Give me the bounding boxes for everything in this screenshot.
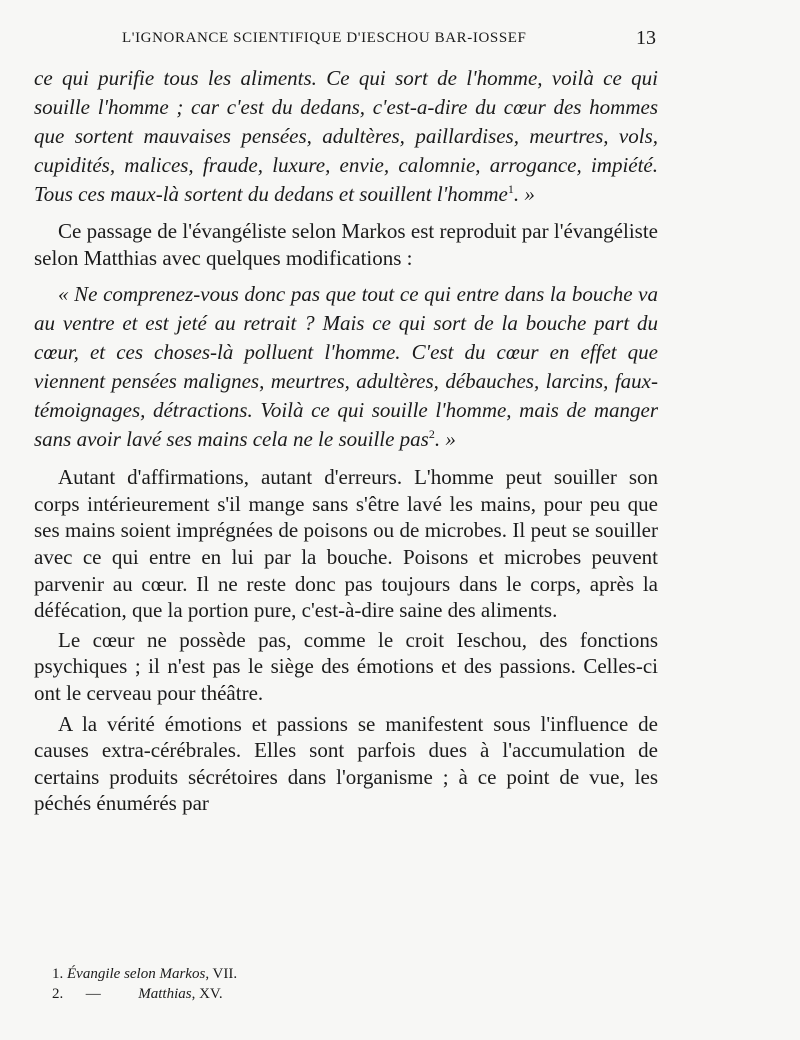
footnote-ref: , XV. xyxy=(191,986,223,1002)
footnote-ref-1[interactable]: 1 xyxy=(507,182,514,196)
paragraph-tail: . » xyxy=(513,182,535,206)
paragraph-emotions xyxy=(34,711,658,817)
paragraph-text: Le cœur ne possède pas, comme le croit Ieschou, des fonctions psychiques ; il n'est pas le siège des émotions et des passions. Celles-ci ont le cerveau pour théâtre. xyxy=(34,627,658,705)
footnote-ref: , VII. xyxy=(205,966,238,982)
paragraph-tail: . » xyxy=(434,427,456,452)
paragraph-text: Autant d'affirmations, autant d'erreurs. L'homme peut souiller son corps intérieurement s'il mange sans s'être lavé les mains, pour peu que ses mains soient imprégnées de poisons ou de microbes. Il peut se souiller avec ce qui entre en lui par la bouche. Poisons et microbes peuvent parvenir au cœur. Il ne reste donc pas toujours dans le corps, après la défécation, que la portion pure, c'est-à-dire saine des aliments. xyxy=(34,465,658,623)
footnote-dash: — xyxy=(85,986,101,1002)
footnote-ref-2[interactable]: 2 xyxy=(428,427,435,442)
paragraph-affirmations xyxy=(34,464,658,624)
paragraph-text: « Ne comprenez-vous donc pas que tout ce qui entre dans la bouche va au ventre et est jeté au retrait ? Mais ce qui sort de la bouche part du cœur, et ces choses-là polluent l'homme. C'est du cœur en effet que viennent pensées malignes, meurtres, adultères, débauches, larcins, faux-témoignages, détractions. Voilà ce qui souille l'homme, mais de manger sans avoir lavé ses mains cela ne le souille pas xyxy=(34,282,658,452)
page-body xyxy=(34,64,658,817)
footnote-title: Évangile selon Markos xyxy=(67,966,206,982)
quote-paragraph-markos xyxy=(34,64,658,209)
paragraph-text: A la vérité émotions et passions se manifestent sous l'influence de causes extra-cérébrales. Elles sont parfois dues à l'accumulation de certains produits sécrétoires dans l'organisme ; à ce point de vue, les péchés énumérés par xyxy=(34,711,658,816)
running-title: L'IGNORANCE SCIENTIFIQUE D'IESCHOU BAR-IOSSEF xyxy=(122,30,527,46)
page-header xyxy=(34,27,656,56)
footnote-title: Matthias xyxy=(138,986,192,1002)
paragraph-coeur xyxy=(34,627,658,707)
page-number: 13 xyxy=(636,27,656,49)
paragraph-intro-matthias xyxy=(34,218,658,271)
footnotes xyxy=(52,964,237,1004)
footnote-number: 1. xyxy=(52,966,64,982)
paragraph-text: ce qui purifie tous les aliments. Ce qui sort de l'homme, voilà ce qui souille l'homme ; car c'est du dedans, c'est-a-dire du cœur des hommes que sortent mauvaises pensées, adultères, paillardises, meurtres, vols, cupidités, malices, fraude, luxure, envie, calomnie, arrogance, impiété. Tous ces maux-là sortent du dedans et souillent l'homme xyxy=(34,66,658,206)
footnote-1 xyxy=(52,964,237,984)
paragraph-text: Ce passage de l'évangéliste selon Markos est reproduit par l'évangéliste selon Matthias avec quelques modifications : xyxy=(34,219,658,270)
footnote-number: 2. xyxy=(52,986,64,1002)
quote-paragraph-matthias xyxy=(34,280,658,454)
footnote-2 xyxy=(52,984,237,1004)
